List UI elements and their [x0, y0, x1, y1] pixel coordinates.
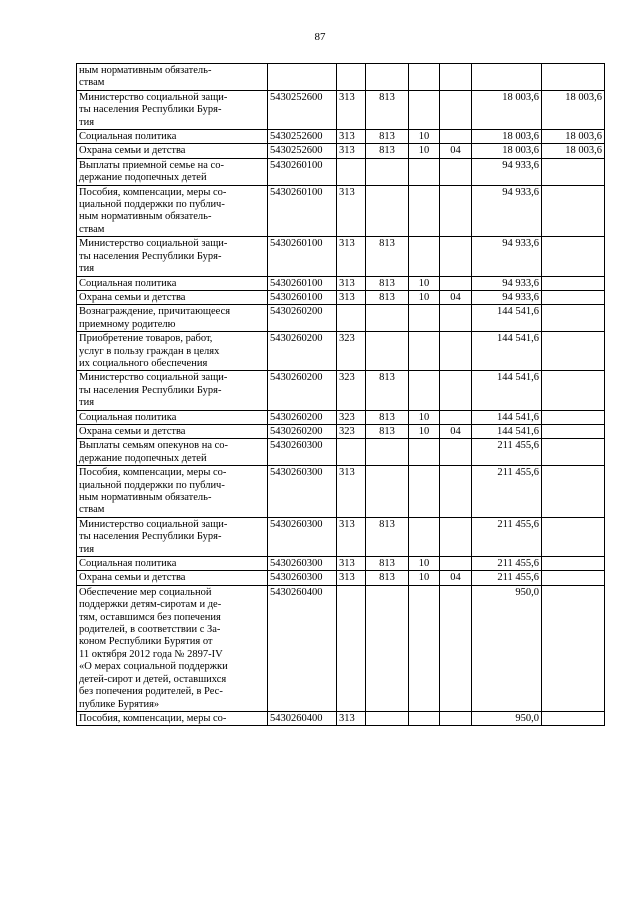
- table-row: [77, 185, 605, 237]
- cell-name: Пособия, компенсации, меры со-: [77, 711, 268, 725]
- cell-amount-2: [542, 711, 605, 725]
- cell-amount-1: 94 933,6: [472, 276, 542, 290]
- cell-amount-1: 94 933,6: [472, 185, 542, 237]
- cell-section: [409, 517, 440, 556]
- cell-administrator: [366, 158, 409, 185]
- cell-amount-2: [542, 571, 605, 585]
- page-number: 87: [314, 31, 326, 43]
- cell-administrator: 813: [366, 90, 409, 129]
- cell-amount-2: [542, 371, 605, 410]
- cell-expense-type: [337, 158, 366, 185]
- cell-amount-1: 211 455,6: [472, 557, 542, 571]
- cell-expense-type: 313: [337, 571, 366, 585]
- cell-expense-type: [337, 64, 366, 91]
- cell-subsection: [440, 466, 472, 518]
- table-row: [77, 237, 605, 276]
- cell-amount-1: 144 541,6: [472, 332, 542, 371]
- cell-expense-type: [337, 439, 366, 466]
- cell-amount-2: [542, 439, 605, 466]
- cell-target-article: 5430260200: [268, 305, 337, 332]
- cell-administrator: 813: [366, 557, 409, 571]
- cell-section: [409, 64, 440, 91]
- cell-expense-type: 313: [337, 557, 366, 571]
- cell-administrator: [366, 466, 409, 518]
- table-row: [77, 305, 605, 332]
- cell-administrator: 813: [366, 410, 409, 424]
- cell-expense-type: [337, 585, 366, 711]
- cell-administrator: [366, 185, 409, 237]
- cell-section: 10: [409, 130, 440, 144]
- table-row: [77, 466, 605, 518]
- cell-name: Социальная политика: [77, 130, 268, 144]
- cell-subsection: [440, 64, 472, 91]
- cell-amount-2: [542, 158, 605, 185]
- cell-administrator: 813: [366, 424, 409, 438]
- cell-expense-type: 313: [337, 276, 366, 290]
- cell-expense-type: 313: [337, 711, 366, 725]
- cell-target-article: 5430260200: [268, 371, 337, 410]
- cell-subsection: [440, 130, 472, 144]
- cell-target-article: 5430260100: [268, 276, 337, 290]
- table-row: [77, 557, 605, 571]
- cell-target-article: 5430260200: [268, 424, 337, 438]
- cell-name: Министерство социальной защи- ты населения Республики Буря- тия: [77, 90, 268, 129]
- cell-target-article: 5430260300: [268, 557, 337, 571]
- cell-name: Охрана семьи и детства: [77, 424, 268, 438]
- cell-subsection: [440, 332, 472, 371]
- cell-expense-type: 313: [337, 237, 366, 276]
- cell-amount-2: [542, 466, 605, 518]
- cell-name: Выплаты приемной семье на со- держание подопечных детей: [77, 158, 268, 185]
- cell-subsection: [440, 90, 472, 129]
- cell-expense-type: 313: [337, 90, 366, 129]
- cell-name: Приобретение товаров, работ, услуг в пользу граждан в целях их социального обеспечения: [77, 332, 268, 371]
- cell-name: Социальная политика: [77, 410, 268, 424]
- cell-expense-type: 313: [337, 290, 366, 304]
- cell-subsection: 04: [440, 144, 472, 158]
- cell-section: [409, 332, 440, 371]
- cell-section: [409, 585, 440, 711]
- budget-table-body: [77, 64, 605, 726]
- cell-administrator: [366, 332, 409, 371]
- cell-name: Вознаграждение, причитающееся приемному родителю: [77, 305, 268, 332]
- budget-table: [76, 63, 605, 726]
- cell-amount-2: 18 003,6: [542, 90, 605, 129]
- cell-target-article: 5430260400: [268, 711, 337, 725]
- cell-target-article: [268, 64, 337, 91]
- cell-amount-2: [542, 557, 605, 571]
- cell-administrator: 813: [366, 237, 409, 276]
- cell-amount-1: 211 455,6: [472, 439, 542, 466]
- cell-subsection: [440, 517, 472, 556]
- cell-amount-2: [542, 424, 605, 438]
- cell-section: [409, 439, 440, 466]
- cell-amount-1: 18 003,6: [472, 144, 542, 158]
- cell-section: [409, 158, 440, 185]
- cell-amount-2: [542, 276, 605, 290]
- cell-amount-1: 94 933,6: [472, 290, 542, 304]
- cell-amount-1: [472, 64, 542, 91]
- cell-amount-1: 144 541,6: [472, 371, 542, 410]
- cell-subsection: [440, 237, 472, 276]
- cell-target-article: 5430260100: [268, 185, 337, 237]
- cell-section: 10: [409, 290, 440, 304]
- cell-subsection: [440, 410, 472, 424]
- cell-administrator: [366, 439, 409, 466]
- cell-target-article: 5430260300: [268, 439, 337, 466]
- cell-amount-2: [542, 517, 605, 556]
- cell-amount-1: 950,0: [472, 711, 542, 725]
- cell-subsection: [440, 711, 472, 725]
- cell-section: [409, 466, 440, 518]
- cell-subsection: [440, 305, 472, 332]
- cell-subsection: [440, 585, 472, 711]
- table-row: [77, 158, 605, 185]
- cell-expense-type: 313: [337, 466, 366, 518]
- cell-expense-type: 323: [337, 332, 366, 371]
- cell-administrator: [366, 585, 409, 711]
- cell-expense-type: 323: [337, 371, 366, 410]
- cell-name: Социальная политика: [77, 276, 268, 290]
- cell-amount-2: [542, 185, 605, 237]
- cell-amount-1: 144 541,6: [472, 410, 542, 424]
- table-row: [77, 276, 605, 290]
- cell-amount-2: 18 003,6: [542, 144, 605, 158]
- cell-section: 10: [409, 410, 440, 424]
- cell-amount-2: 18 003,6: [542, 130, 605, 144]
- cell-expense-type: 313: [337, 517, 366, 556]
- cell-expense-type: 313: [337, 144, 366, 158]
- cell-subsection: [440, 371, 472, 410]
- cell-amount-1: 211 455,6: [472, 466, 542, 518]
- cell-expense-type: 313: [337, 130, 366, 144]
- cell-amount-1: 950,0: [472, 585, 542, 711]
- cell-administrator: 813: [366, 371, 409, 410]
- cell-amount-1: 18 003,6: [472, 90, 542, 129]
- cell-name: Министерство социальной защи- ты населения Республики Буря- тия: [77, 237, 268, 276]
- cell-administrator: 813: [366, 130, 409, 144]
- cell-target-article: 5430260100: [268, 290, 337, 304]
- cell-target-article: 5430260300: [268, 517, 337, 556]
- cell-amount-1: 94 933,6: [472, 237, 542, 276]
- cell-administrator: 813: [366, 571, 409, 585]
- cell-amount-2: [542, 237, 605, 276]
- cell-section: [409, 711, 440, 725]
- cell-name: Пособия, компенсации, меры со- циальной поддержки по публич- ным нормативным обязатель- ствам: [77, 466, 268, 518]
- cell-target-article: 5430260200: [268, 332, 337, 371]
- cell-section: 10: [409, 144, 440, 158]
- cell-name: Министерство социальной защи- ты населения Республики Буря- тия: [77, 517, 268, 556]
- cell-expense-type: 313: [337, 185, 366, 237]
- table-row: [77, 144, 605, 158]
- cell-section: 10: [409, 276, 440, 290]
- cell-amount-2: [542, 410, 605, 424]
- cell-target-article: 5430260200: [268, 410, 337, 424]
- cell-amount-1: 94 933,6: [472, 158, 542, 185]
- cell-subsection: [440, 276, 472, 290]
- table-row: [77, 332, 605, 371]
- table-row: [77, 439, 605, 466]
- cell-amount-1: 211 455,6: [472, 571, 542, 585]
- table-row: [77, 410, 605, 424]
- cell-subsection: 04: [440, 424, 472, 438]
- cell-name: Охрана семьи и детства: [77, 290, 268, 304]
- cell-amount-1: 144 541,6: [472, 424, 542, 438]
- cell-subsection: [440, 158, 472, 185]
- cell-expense-type: 323: [337, 424, 366, 438]
- cell-section: [409, 90, 440, 129]
- cell-expense-type: 323: [337, 410, 366, 424]
- cell-name: Пособия, компенсации, меры со- циальной поддержки по публич- ным нормативным обязатель- ствам: [77, 185, 268, 237]
- cell-section: 10: [409, 557, 440, 571]
- cell-name: Выплаты семьям опекунов на со- держание подопечных детей: [77, 439, 268, 466]
- cell-subsection: [440, 439, 472, 466]
- cell-target-article: 5430260100: [268, 158, 337, 185]
- cell-section: [409, 371, 440, 410]
- cell-amount-1: 211 455,6: [472, 517, 542, 556]
- table-row: [77, 90, 605, 129]
- cell-amount-2: [542, 332, 605, 371]
- cell-target-article: 5430260400: [268, 585, 337, 711]
- table-row: [77, 424, 605, 438]
- cell-administrator: [366, 711, 409, 725]
- cell-amount-2: [542, 64, 605, 91]
- cell-target-article: 5430260100: [268, 237, 337, 276]
- cell-amount-2: [542, 305, 605, 332]
- cell-expense-type: [337, 305, 366, 332]
- cell-name: Социальная политика: [77, 557, 268, 571]
- cell-amount-2: [542, 585, 605, 711]
- cell-section: [409, 237, 440, 276]
- cell-name: Обеспечение мер социальной поддержки детям-сиротам и де- тям, оставшимся без попечения родителей, в соответствии с За- коном Республики Бурятия от 11 октября 2012 года № 2897-IV «О мерах социальной поддержки детей-сирот и детей, оставшихся без попечения родителей, в Рес- публике Бурятия»: [77, 585, 268, 711]
- cell-administrator: 813: [366, 276, 409, 290]
- table-row: [77, 517, 605, 556]
- cell-target-article: 5430260300: [268, 466, 337, 518]
- cell-subsection: [440, 185, 472, 237]
- cell-section: [409, 305, 440, 332]
- cell-name: ным нормативным обязатель- ствам: [77, 64, 268, 91]
- cell-amount-2: [542, 290, 605, 304]
- cell-name: Охрана семьи и детства: [77, 144, 268, 158]
- table-row: [77, 130, 605, 144]
- table-row: [77, 711, 605, 725]
- table-row: [77, 290, 605, 304]
- cell-name: Охрана семьи и детства: [77, 571, 268, 585]
- table-row: [77, 371, 605, 410]
- cell-section: 10: [409, 571, 440, 585]
- table-row: [77, 585, 605, 711]
- table-row: [77, 64, 605, 91]
- cell-target-article: 5430252600: [268, 144, 337, 158]
- cell-amount-1: 144 541,6: [472, 305, 542, 332]
- cell-administrator: 813: [366, 144, 409, 158]
- table-row: [77, 571, 605, 585]
- cell-target-article: 5430252600: [268, 90, 337, 129]
- cell-section: [409, 185, 440, 237]
- cell-administrator: 813: [366, 517, 409, 556]
- cell-target-article: 5430252600: [268, 130, 337, 144]
- cell-amount-1: 18 003,6: [472, 130, 542, 144]
- cell-name: Министерство социальной защи- ты населения Республики Буря- тия: [77, 371, 268, 410]
- cell-administrator: [366, 305, 409, 332]
- cell-administrator: 813: [366, 290, 409, 304]
- cell-subsection: [440, 557, 472, 571]
- cell-target-article: 5430260300: [268, 571, 337, 585]
- cell-administrator: [366, 64, 409, 91]
- cell-subsection: 04: [440, 290, 472, 304]
- cell-section: 10: [409, 424, 440, 438]
- cell-subsection: 04: [440, 571, 472, 585]
